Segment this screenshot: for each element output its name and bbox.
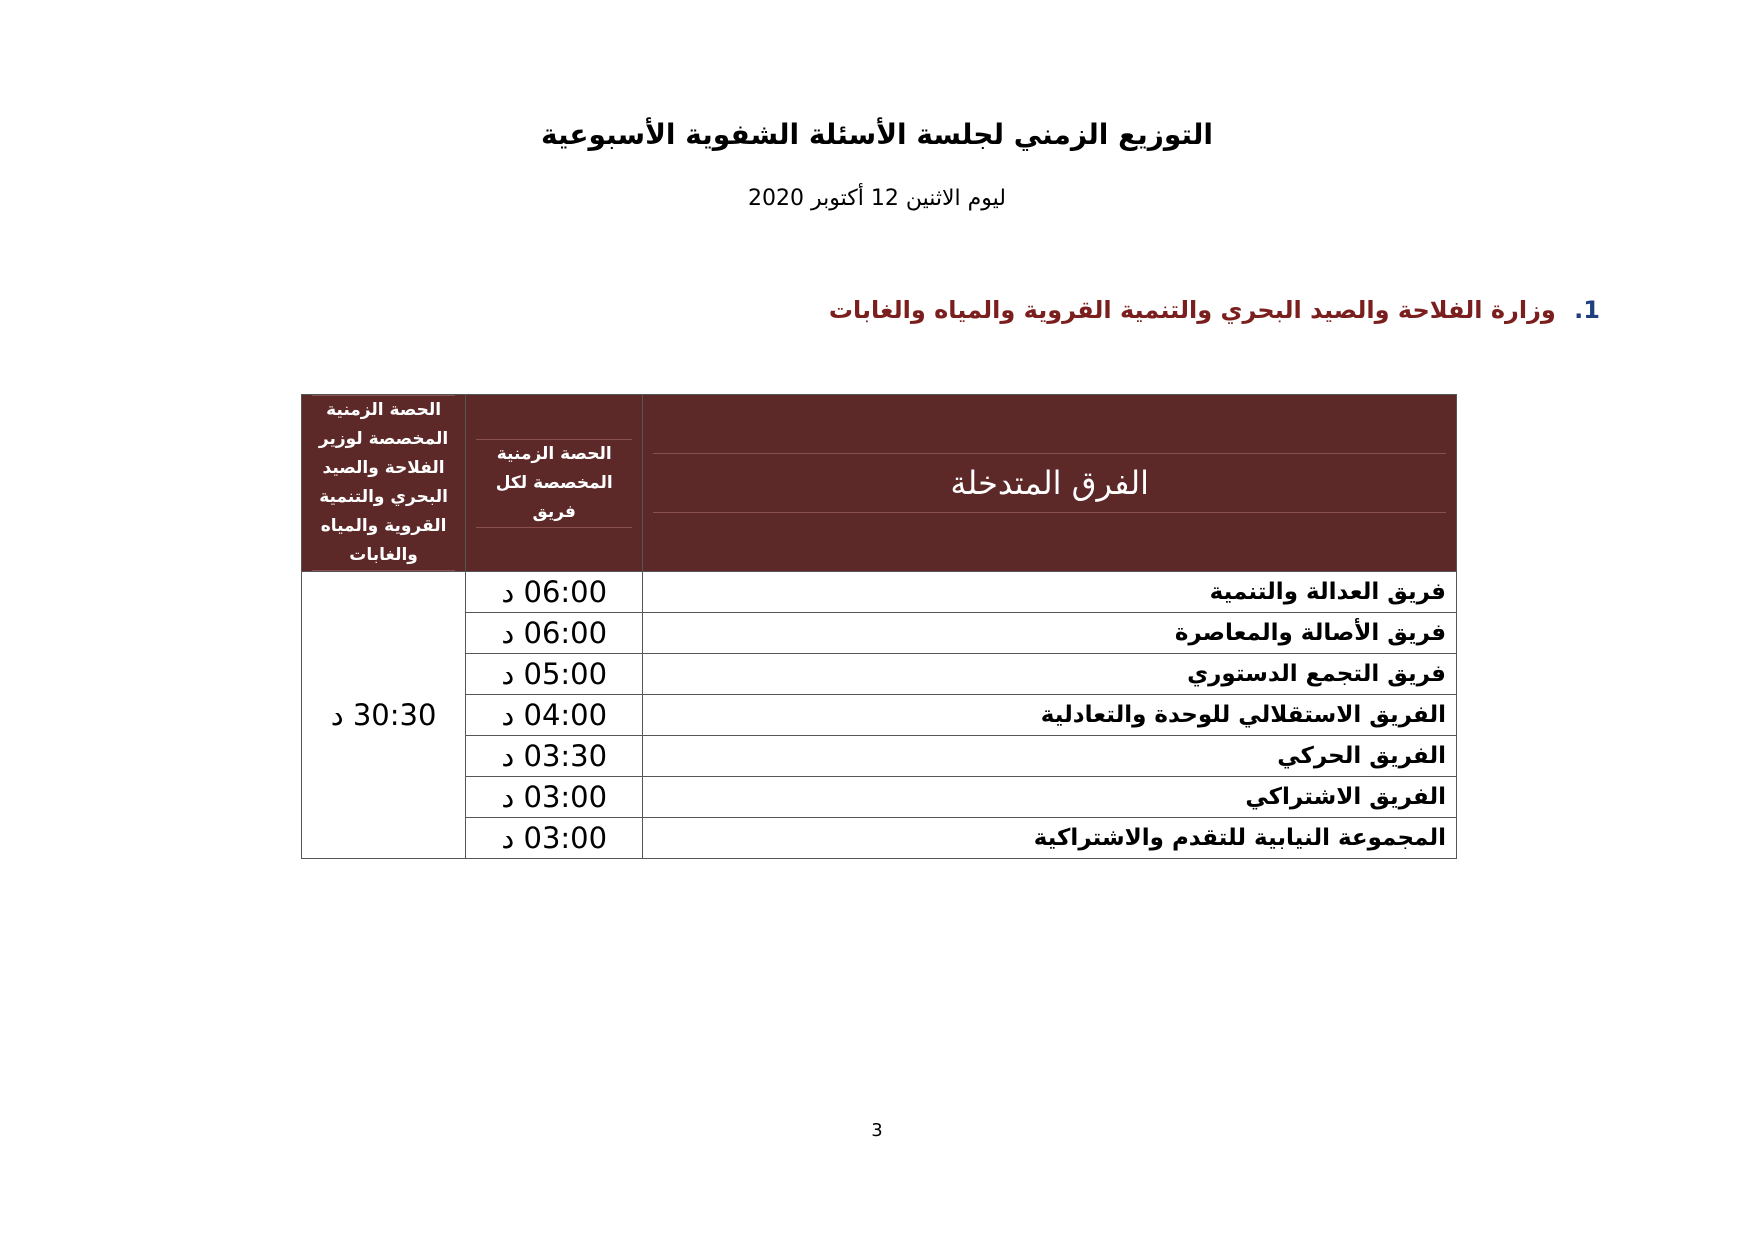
team-name: الفريق الحركي xyxy=(643,736,1457,777)
table-row xyxy=(302,736,1457,777)
team-time: 04:00 د xyxy=(466,695,643,736)
team-time: 06:00 د xyxy=(466,613,643,654)
header-time-per-team xyxy=(466,395,643,572)
document-date: ليوم الاثنين 12 أكتوبر 2020 xyxy=(748,186,1006,211)
team-time: 05:00 د xyxy=(466,654,643,695)
header-teams-label: الفرق المتدخلة xyxy=(653,453,1446,513)
table-row xyxy=(302,572,1457,613)
table-row xyxy=(302,695,1457,736)
team-time: 03:30 د xyxy=(466,736,643,777)
team-time: 03:00 د xyxy=(466,777,643,818)
team-time: 06:00 د xyxy=(466,572,643,613)
section-number: 1. xyxy=(1574,296,1600,324)
table-row xyxy=(302,613,1457,654)
section-heading xyxy=(829,296,1600,324)
team-name: فريق التجمع الدستوري xyxy=(643,654,1457,695)
speaking-time-table xyxy=(301,394,1457,859)
header-minister-time xyxy=(302,395,466,572)
table-row xyxy=(302,777,1457,818)
header-time-per-team-label: الحصة الزمنية المخصصة لكل فريق xyxy=(476,439,632,528)
table-header-row xyxy=(302,395,1457,572)
team-name: المجموعة النيابية للتقدم والاشتراكية xyxy=(643,818,1457,859)
header-minister-time-label: الحصة الزمنية المخصصة لوزير الفلاحة والصيد البحري والتنمية القروية والمياه والغابات xyxy=(312,395,455,571)
team-name: الفريق الاستقلالي للوحدة والتعادلية xyxy=(643,695,1457,736)
team-time: 03:00 د xyxy=(466,818,643,859)
minister-total-time: 30:30 د xyxy=(302,572,466,859)
team-name: فريق الأصالة والمعاصرة xyxy=(643,613,1457,654)
table-row xyxy=(302,818,1457,859)
section-title: وزارة الفلاحة والصيد البحري والتنمية القروية والمياه والغابات xyxy=(828,296,1556,324)
team-name: الفريق الاشتراكي xyxy=(643,777,1457,818)
table-row xyxy=(302,654,1457,695)
page-number: 3 xyxy=(871,1120,883,1141)
document-title: التوزيع الزمني لجلسة الأسئلة الشفوية الأسبوعية xyxy=(541,118,1213,151)
header-teams xyxy=(643,395,1457,572)
team-name: فريق العدالة والتنمية xyxy=(643,572,1457,613)
